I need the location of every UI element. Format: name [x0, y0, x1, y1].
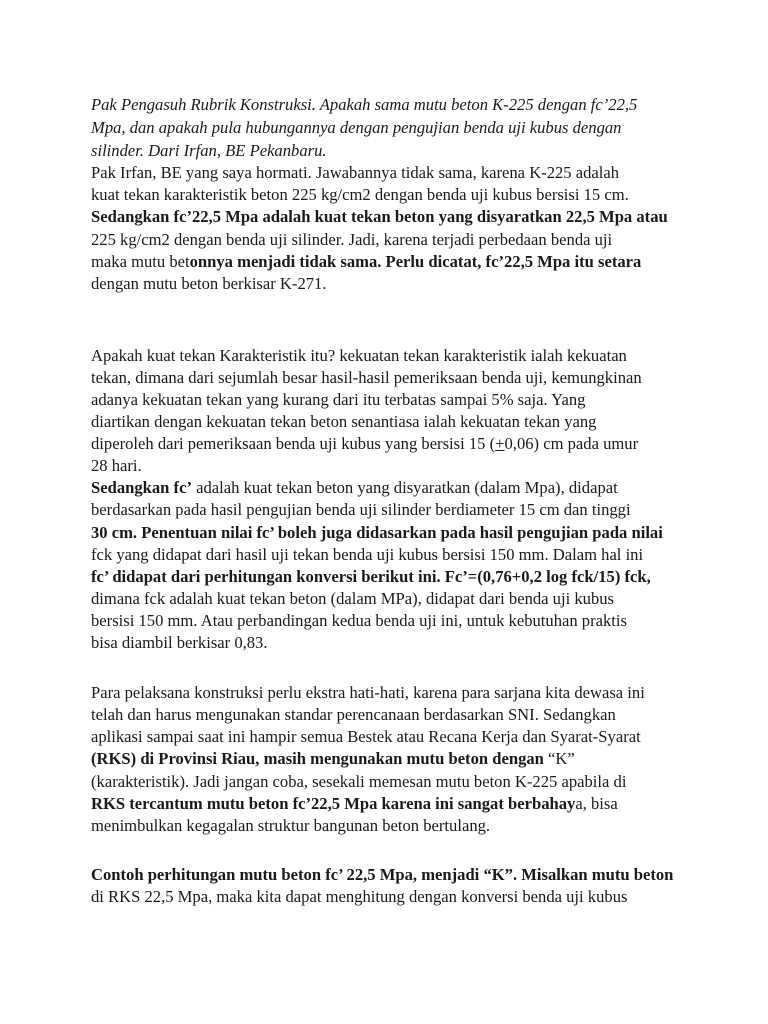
fc-line-1: Sedangkan fc’ adalah kuat tekan beton yang disyaratkan (dalam Mpa), didapat [91, 478, 618, 497]
karakteristik-line-5: diperoleh dari pemeriksaan benda uji kubus yang bersisi 15 (+0,06) cm pada umur [91, 434, 639, 453]
pelaksana-line-7: menimbulkan kegagalan struktur bangunan beton bertulang. [91, 816, 491, 835]
pelaksana-line-2: telah dan harus mengunakan standar perencanaan berdasarkan SNI. Sedangkan [91, 705, 616, 724]
fc-line-5: fc’ didapat dari perhitungan konversi berikut ini. Fc’=(0,76+0,2 log fck/15) fck, [91, 567, 651, 586]
fc-line-6: dimana fck adalah kuat tekan beton (dalam MPa), didapat dari benda uji kubus [91, 589, 614, 608]
fc-line-4: fck yang didapat dari hasil uji tekan benda uji kubus bersisi 150 mm. Dalam hal ini [91, 545, 644, 564]
answer-line-5: maka mutu betonnya menjadi tidak sama. Perlu dicatat, fc’22,5 Mpa itu setara [91, 252, 642, 271]
karakteristik-line-2: tekan, dimana dari sejumlah besar hasil-hasil pemeriksaan benda uji, kemungkinan [91, 368, 642, 387]
pelaksana-line-4: (RKS) di Provinsi Riau, masih mengunakan mutu beton dengan “K” [91, 749, 575, 768]
answer-line-3: Sedangkan fc’22,5 Mpa adalah kuat tekan beton yang disyaratkan 22,5 Mpa atau [91, 207, 668, 226]
question-line-1: Pak Pengasuh Rubrik Konstruksi. Apakah sama mutu beton K-225 dengan fc’22,5 [91, 95, 638, 114]
karakteristik-line-6: 28 hari. [91, 456, 142, 475]
pelaksana-line-1: Para pelaksana konstruksi perlu ekstra hati-hati, karena para sarjana kita dewasa ini [91, 683, 645, 702]
answer-line-2: kuat tekan karakteristik beton 225 kg/cm2 dengan benda uji kubus bersisi 15 cm. [91, 185, 629, 204]
question-line-2: Mpa, dan apakah pula hubungannya dengan pengujian benda uji kubus dengan [91, 118, 622, 137]
answer-line-4: 225 kg/cm2 dengan benda uji silinder. Jadi, karena terjadi perbedaan benda uji [91, 230, 613, 249]
fc-line-8: bisa diambil berkisar 0,83. [91, 633, 268, 652]
fc-line-7: bersisi 150 mm. Atau perbandingan kedua benda uji ini, untuk kebutuhan praktis [91, 611, 627, 630]
pelaksana-line-5: (karakteristik). Jadi jangan coba, sesekali memesan mutu beton K-225 apabila di [91, 772, 627, 791]
question-line-3: silinder. Dari Irfan, BE Pekanbaru. [91, 141, 327, 160]
pelaksana-line-6: RKS tercantum mutu beton fc’22,5 Mpa karena ini sangat berbahaya, bisa [91, 794, 618, 813]
answer-line-6: dengan mutu beton berkisar K-271. [91, 274, 327, 293]
pelaksana-line-3: aplikasi sampai saat ini hampir semua Bestek atau Recana Kerja dan Syarat-Syarat [91, 727, 641, 746]
contoh-line-2: di RKS 22,5 Mpa, maka kita dapat menghitung dengan konversi benda uji kubus [91, 887, 628, 906]
fc-line-3: 30 cm. Penentuan nilai fc’ boleh juga didasarkan pada hasil pengujian pada nilai [91, 523, 663, 542]
karakteristik-line-4: diartikan dengan kekuatan tekan beton senantiasa ialah kekuatan tekan yang [91, 412, 597, 431]
karakteristik-line-3: adanya kekuatan tekan yang kurang dari itu terbatas sampai 5% saja. Yang [91, 390, 586, 409]
fc-line-2: berdasarkan pada hasil pengujian benda uji silinder berdiameter 15 cm dan tinggi [91, 500, 631, 519]
karakteristik-line-1: Apakah kuat tekan Karakteristik itu? kekuatan tekan karakteristik ialah kekuatan [91, 346, 627, 365]
contoh-line-1: Contoh perhitungan mutu beton fc’ 22,5 Mpa, menjadi “K”. Misalkan mutu beton [91, 865, 674, 884]
answer-line-1: Pak Irfan, BE yang saya hormati. Jawabannya tidak sama, karena K-225 adalah [91, 163, 620, 182]
